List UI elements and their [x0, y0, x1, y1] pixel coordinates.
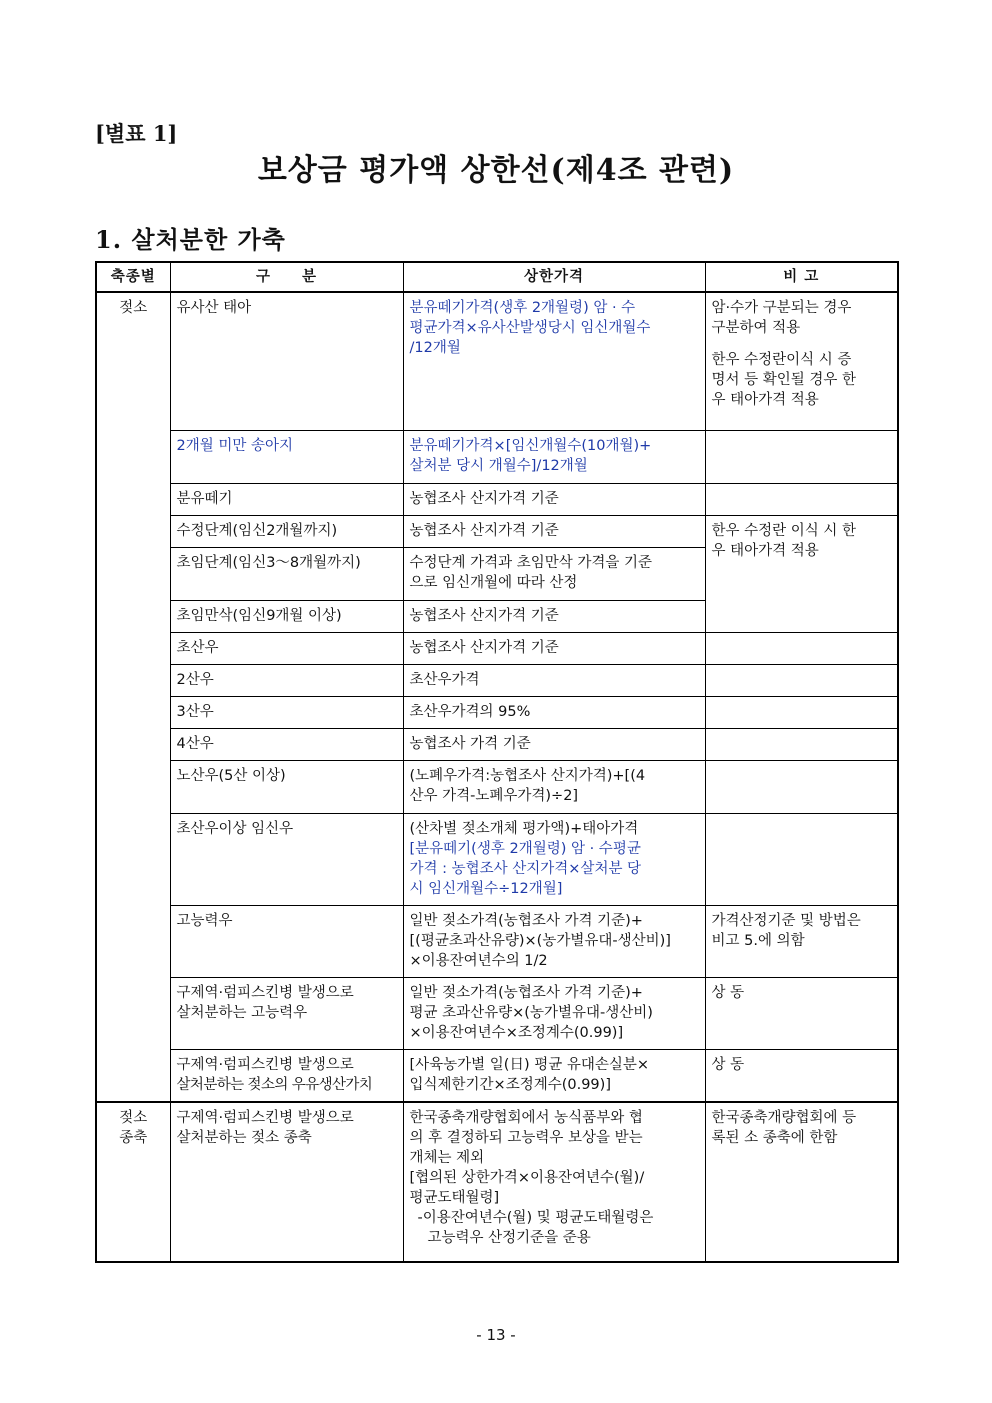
price-line: 한국종축개량협회에서 농식품부와 협: [409, 1110, 643, 1126]
price-line: 가격 : 농협조사 산지가격×살처분 당: [409, 860, 642, 877]
kind-cell: 젖소: [96, 292, 170, 1102]
price-line: 분유떼기가격×[임신개월수(10개월)+: [409, 437, 652, 454]
header-remarks: 비 고: [705, 262, 898, 292]
remarks-cell: [705, 905, 898, 977]
remarks-cell: 상 동: [705, 977, 898, 1049]
price-line: -이용잔여년수(월) 및 평균도태월령은: [417, 1210, 654, 1226]
category-line: 구제역·럼피스킨병 발생으로: [176, 984, 354, 1001]
remark-line: 구분하여 적용: [711, 320, 801, 336]
category-line: 살처분하는 젖소 종축: [176, 1130, 312, 1146]
price-cell: [403, 905, 705, 977]
remark-line: 명서 등 확인될 경우 한: [711, 372, 856, 388]
price-cell: 초산우가격의 95%: [403, 696, 705, 728]
table-row: [96, 1049, 898, 1102]
remarks-cell: [705, 515, 898, 632]
category-cell: 2산우: [170, 664, 403, 696]
price-line: 평균가격×유사산발생당시 임신개월수: [409, 320, 651, 336]
category-line: 구제역·럼피스킨병 발생으로: [176, 1056, 354, 1073]
header-kind: 축종별: [96, 262, 170, 292]
price-line: (산차별 젖소개체 평가액)+태아가격: [409, 820, 639, 837]
table-row: [96, 813, 898, 905]
category-cell: 2개월 미만 송아지: [170, 430, 403, 483]
price-cell: 농협조사 산지가격 기준: [403, 483, 705, 515]
remark-line: 록된 소 종축에 한함: [711, 1130, 838, 1146]
remarks-cell: [705, 760, 898, 813]
table-row: [96, 760, 898, 813]
price-line: 일반 젖소가격(농협조사 가격 기준)+: [409, 912, 643, 929]
price-cell: [403, 547, 705, 600]
remarks-cell: [705, 1102, 898, 1262]
price-line: ×이용잔여년수×조정계수(0.99)]: [409, 1024, 624, 1041]
table-header-row: [96, 262, 898, 292]
price-line: [(평균초과산유량)×(농가별유대-생산비)]: [409, 932, 671, 949]
price-line: 고능력우 산정기준을 준용: [427, 1230, 591, 1246]
price-line: 시 임신개월수÷12개월]: [409, 880, 563, 897]
price-line: 분유떼기가격(생후 2개월령) 암 · 수: [409, 300, 636, 316]
price-line: 평균 초과산유량×(농가별유대-생산비): [409, 1004, 653, 1021]
table-row: [96, 664, 898, 696]
price-cell: [403, 813, 705, 905]
remarks-cell: [705, 632, 898, 664]
remark-line: 한우 수정란이식 시 증: [711, 352, 852, 368]
price-line: 산우 가격-노폐우가격)÷2]: [409, 787, 579, 804]
table-row: [96, 292, 898, 430]
remarks-cell: 상 동: [705, 1049, 898, 1102]
category-cell: 초산우이상 임신우: [170, 813, 403, 905]
price-line: (노폐우가격:농협조사 산지가격)+[(4: [409, 767, 646, 784]
category-cell: 초임단계(임신3～8개월까지): [170, 547, 403, 600]
price-line: 으로 임신개월에 따라 산정: [409, 574, 578, 591]
remark-line: 한국종축개량협회에 등: [711, 1110, 857, 1126]
price-cell: [403, 430, 705, 483]
remarks-cell: [705, 813, 898, 905]
category-cell: 노산우(5산 이상): [170, 760, 403, 813]
category-cell: 3산우: [170, 696, 403, 728]
remark-line: 한우 수정란 이식 시 한: [711, 522, 856, 539]
remark-line: 암·수가 구분되는 경우: [711, 300, 852, 316]
category-cell: 초산우: [170, 632, 403, 664]
header-category: 구 분: [170, 262, 403, 292]
section-heading: 1. 살처분한 가축: [95, 225, 286, 254]
price-line: 개체는 제외: [409, 1150, 485, 1166]
price-line: 살처분 당시 개월수]/12개월: [409, 457, 588, 474]
kind-line: 종축: [119, 1130, 148, 1146]
category-cell: [170, 1049, 403, 1102]
header-price-cap: 상한가격: [403, 262, 705, 292]
price-cell: [403, 1102, 705, 1262]
category-line: 살처분하는 젖소의 우유생산가치: [176, 1076, 373, 1093]
category-cell: 유사산 태아: [170, 292, 403, 430]
category-cell: 고능력우: [170, 905, 403, 977]
table-row: [96, 977, 898, 1049]
page-number: - 13 -: [476, 1326, 516, 1344]
price-cell: 농협조사 산지가격 기준: [403, 600, 705, 632]
remark-line: 우 태아가격 적용: [711, 542, 819, 559]
table-row: [96, 1102, 898, 1262]
table-row: [96, 483, 898, 515]
remarks-cell: [705, 430, 898, 483]
table-row: [96, 696, 898, 728]
kind-line: 젖소: [119, 1110, 148, 1126]
price-cell: [403, 1049, 705, 1102]
category-cell: 4산우: [170, 728, 403, 760]
price-cell: 농협조사 산지가격 기준: [403, 515, 705, 547]
price-line: /12개월: [409, 340, 461, 356]
price-line: 수정단계 가격과 초임만삭 가격을 기준: [409, 554, 653, 571]
category-cell: 분유떼기: [170, 483, 403, 515]
category-line: 살처분하는 고능력우: [176, 1004, 308, 1021]
table-row: [96, 728, 898, 760]
compensation-table: [95, 261, 899, 1263]
remarks-cell: [705, 696, 898, 728]
price-line: 평균도태월령]: [409, 1190, 500, 1206]
table-row: [96, 515, 898, 547]
table-row: [96, 430, 898, 483]
kind-cell: [96, 1102, 170, 1262]
price-line: ×이용잔여년수의 1/2: [409, 952, 548, 969]
price-cell: 초산우가격: [403, 664, 705, 696]
price-line: [분유떼기(생후 2개월령) 암 · 수평균: [409, 840, 641, 857]
remark-line: 가격산정기준 및 방법은: [711, 912, 861, 929]
table-row: [96, 905, 898, 977]
price-cell: 농협조사 가격 기준: [403, 728, 705, 760]
price-line: 입식제한기간×조정계수(0.99)]: [409, 1076, 611, 1093]
remark-line: 비고 5.에 의함: [711, 932, 805, 949]
remark-line: 우 태아가격 적용: [711, 392, 819, 408]
price-line: [협의된 상한가격×이용잔여년수(월)/: [409, 1170, 645, 1186]
category-cell: [170, 1102, 403, 1262]
price-line: 일반 젖소가격(농협조사 가격 기준)+: [409, 984, 643, 1001]
price-cell: [403, 760, 705, 813]
table-row: [96, 632, 898, 664]
price-cell: 농협조사 산지가격 기준: [403, 632, 705, 664]
remarks-cell: [705, 483, 898, 515]
remarks-cell: [705, 664, 898, 696]
category-cell: 수정단계(임신2개월까지): [170, 515, 403, 547]
price-line: [사육농가별 일(日) 평균 유대손실분×: [409, 1056, 650, 1073]
remarks-cell: [705, 292, 898, 430]
category-cell: [170, 977, 403, 1049]
category-cell: 초임만삭(임신9개월 이상): [170, 600, 403, 632]
annex-tag: [별표 1]: [95, 121, 178, 146]
price-cell: [403, 977, 705, 1049]
remarks-cell: [705, 728, 898, 760]
page-title: 보상금 평가액 상한선(제4조 관련): [257, 153, 735, 188]
price-cell: [403, 292, 705, 430]
price-line: 의 후 결정하되 고능력우 보상을 받는: [409, 1130, 643, 1146]
category-line: 구제역·럼피스킨병 발생으로: [176, 1110, 354, 1126]
